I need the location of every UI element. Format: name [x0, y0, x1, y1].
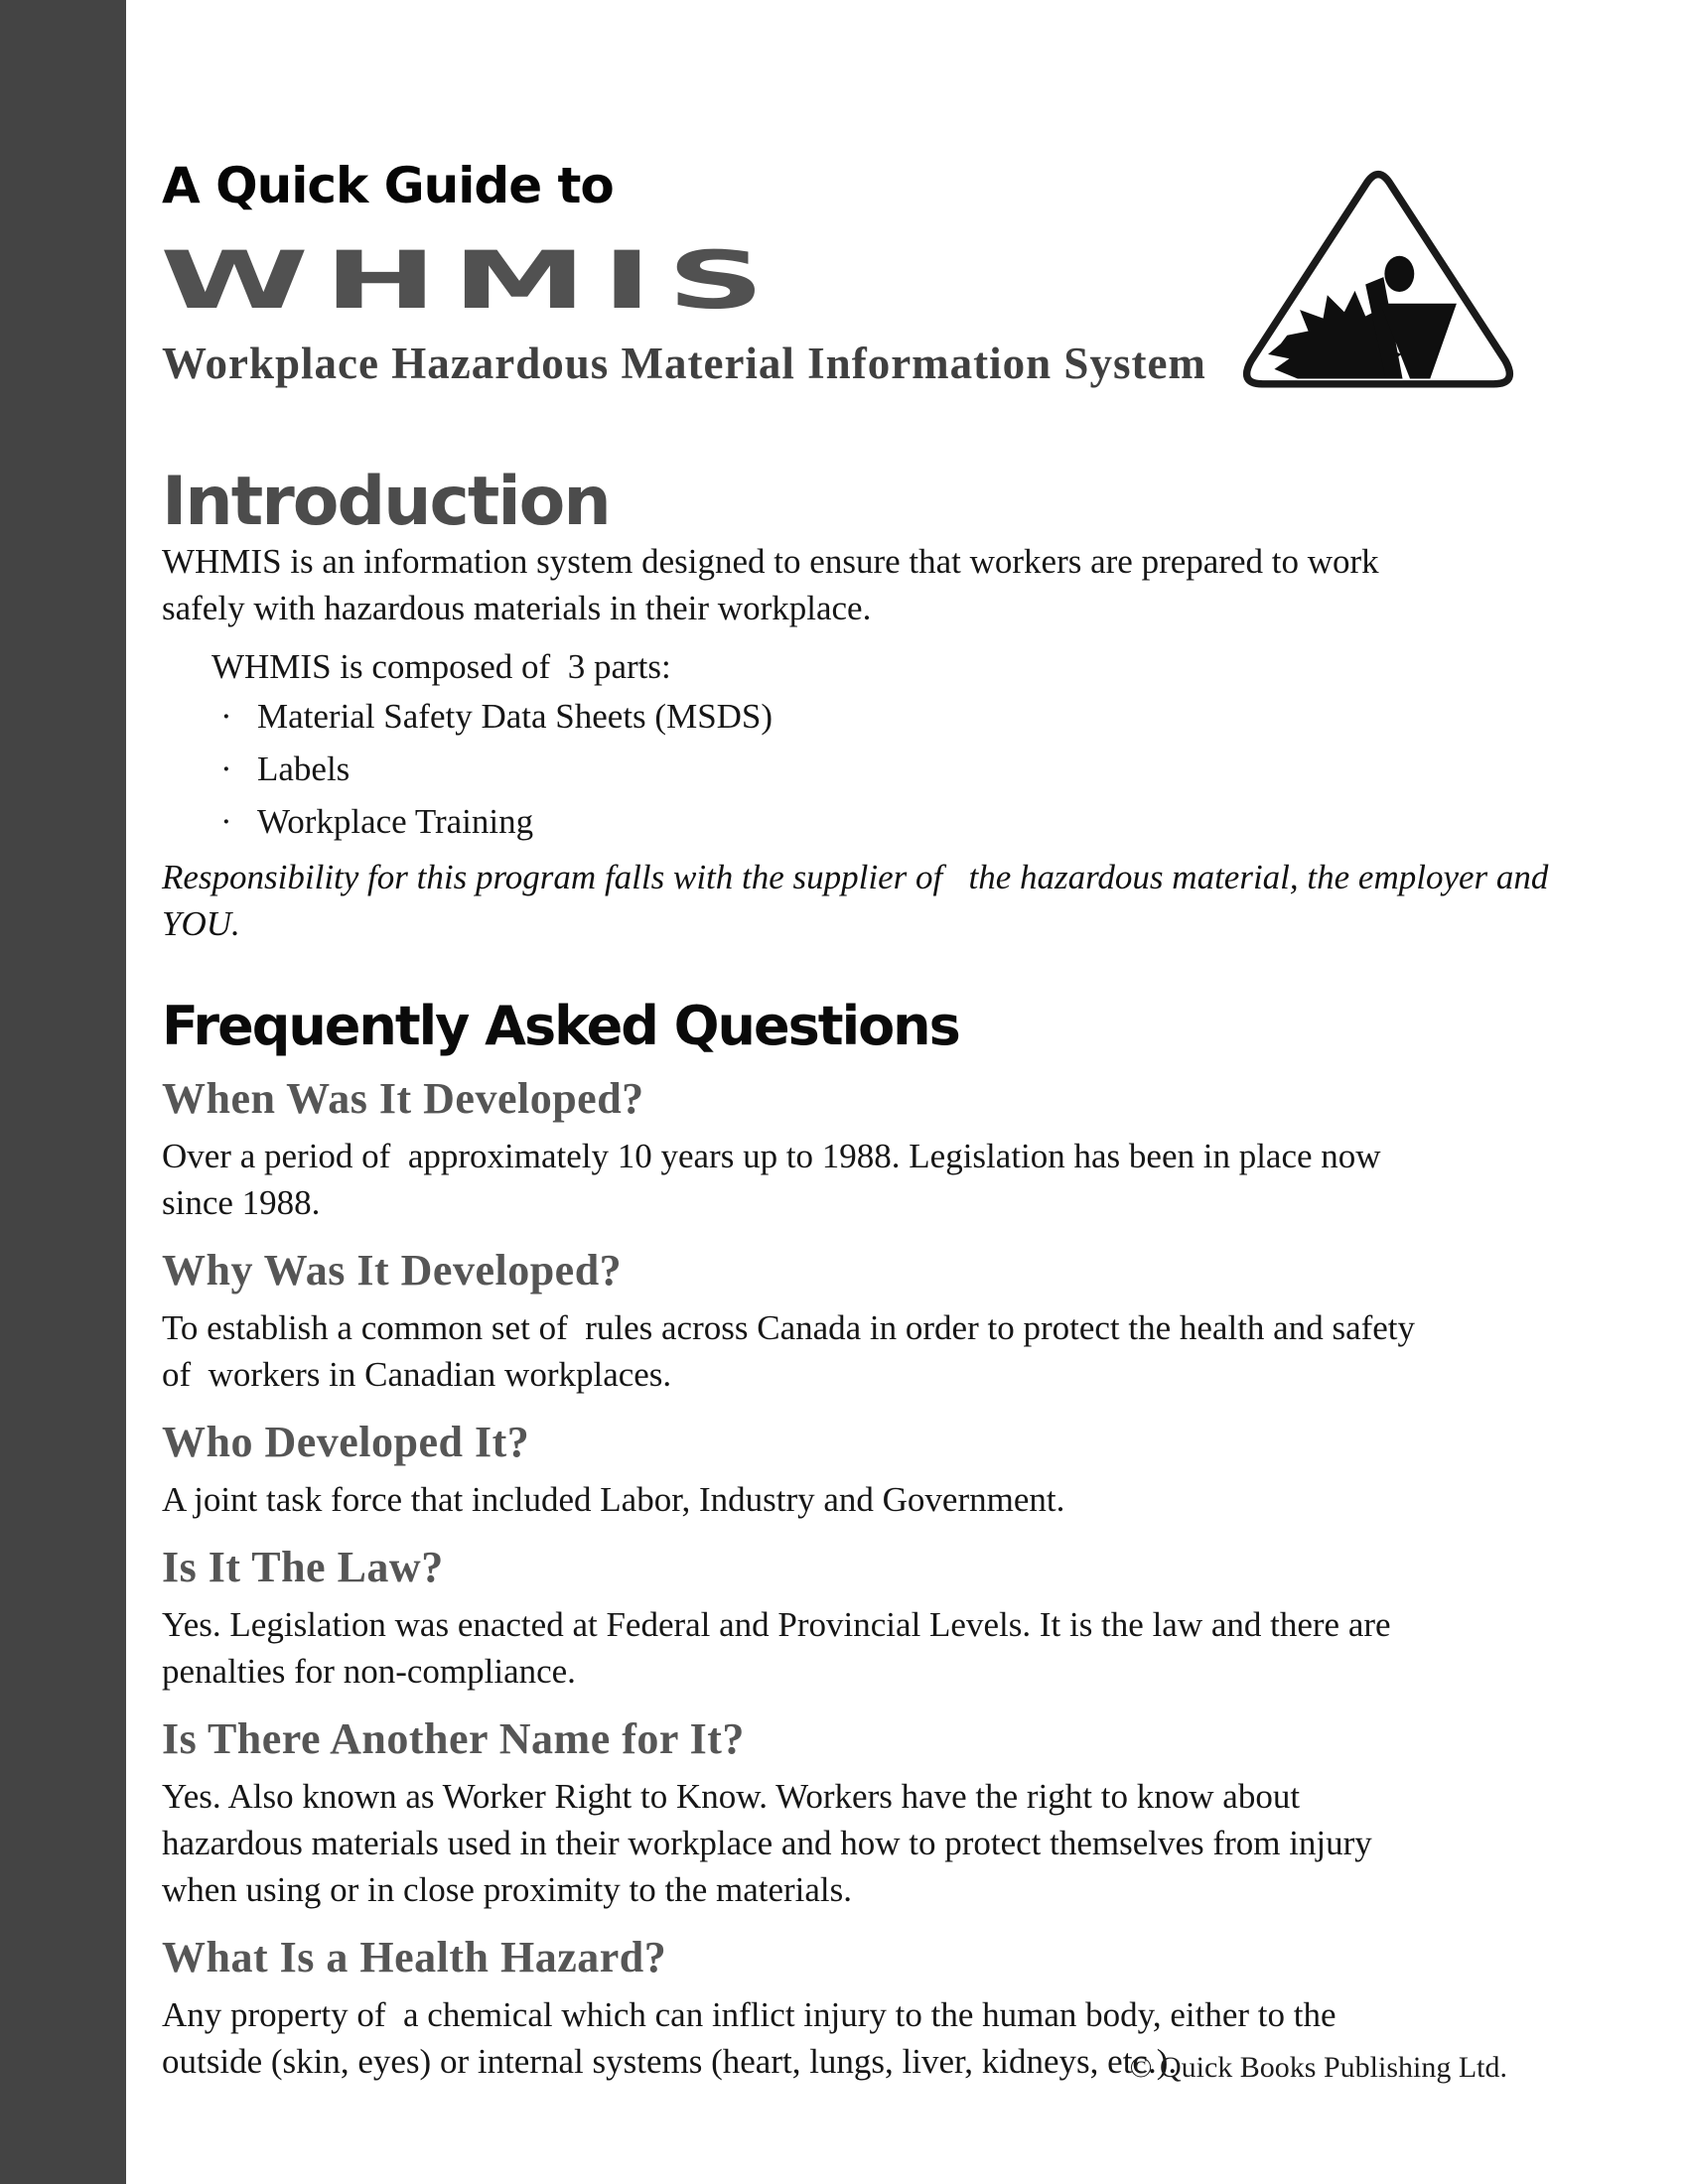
guide-eyebrow-title: A Quick Guide to: [162, 157, 614, 214]
faq-section: [162, 1543, 1552, 1695]
list-item-label: Labels: [257, 750, 351, 788]
bullet-icon: ·: [220, 750, 232, 788]
faq-answer-line: since 1988.: [162, 1183, 321, 1222]
left-margin-bar: [0, 0, 126, 2184]
figure-head-icon: [1384, 256, 1414, 292]
page-subtitle: Workplace Hazardous Material Information System: [162, 339, 1206, 388]
faq-answer-line: penalties for non-compliance.: [162, 1652, 576, 1691]
copyright-notice: © Quick Books Publishing Ltd.: [1129, 2051, 1507, 2084]
faq-section: [162, 1074, 1552, 1226]
list-item: [220, 795, 1552, 848]
faq-question: Who Developed It?: [162, 1418, 530, 1466]
faq-question: When Was It Developed?: [162, 1074, 644, 1123]
faq-answer-line: A joint task force that included Labor, Industry and Government.: [162, 1480, 1065, 1519]
faq-question: Why Was It Developed?: [162, 1246, 623, 1295]
parts-intro-line: WHMIS is composed of 3 parts:: [211, 647, 671, 686]
faq-section: [162, 1246, 1552, 1398]
faq-answer: [162, 1601, 1552, 1695]
introduction-paragraph: [162, 538, 1552, 631]
faq-section: [162, 1418, 1552, 1523]
faq-question: What Is a Health Hazard?: [162, 1933, 667, 1981]
whmis-hazard-symbol-icon: [1219, 147, 1537, 405]
faq-answer-line: Yes. Legislation was enacted at Federal and Provincial Levels. It is the law and there are: [162, 1605, 1391, 1644]
faq-answer-line: Over a period of approximately 10 years up to 1988. Legislation has been in place now: [162, 1137, 1381, 1175]
faq-answer-line: Yes. Also known as Worker Right to Know. Workers have the right to know about: [162, 1777, 1301, 1816]
introduction-paragraph-line: WHMIS is an information system designed to ensure that workers are prepared to work: [162, 542, 1379, 581]
responsibility-note: Responsibility for this program falls with the supplier of the hazardous material, the employer and YOU.: [162, 858, 1558, 943]
faq-answer-line: when using or in close proximity to the materials.: [162, 1870, 853, 1909]
bullet-icon: ·: [220, 802, 232, 841]
page-title: WHMIS: [160, 234, 780, 327]
introduction-paragraph-line: safely with hazardous materials in their workplace.: [162, 589, 872, 627]
faq-answer: [162, 1133, 1552, 1226]
introduction-heading: Introduction: [162, 463, 610, 541]
faq-question: Is It The Law?: [162, 1543, 444, 1591]
faq-answer-line: To establish a common set of rules across Canada in order to protect the health and safety: [162, 1308, 1416, 1347]
bullet-icon: ·: [220, 697, 232, 736]
faq-answer: [162, 1773, 1552, 1913]
faq-question: Is There Another Name for It?: [162, 1714, 745, 1763]
faq-answer-line: Any property of a chemical which can inflict injury to the human body, either to the: [162, 1995, 1336, 2034]
parts-bullet-list: [162, 690, 1552, 848]
faq-section: [162, 1714, 1552, 1913]
list-item: [220, 690, 1552, 743]
list-item-label: Material Safety Data Sheets (MSDS): [257, 697, 774, 736]
faq-answer: [162, 1476, 1552, 1523]
main-content-column: [162, 463, 1558, 2085]
list-item-label: Workplace Training: [257, 802, 534, 841]
list-item: [220, 743, 1552, 795]
faq-answer-line: hazardous materials used in their workplace and how to protect themselves from injury: [162, 1824, 1372, 1862]
faq-heading: Frequently Asked Questions: [162, 995, 959, 1057]
faq-sections: [162, 1074, 1552, 2085]
faq-answer: [162, 1304, 1552, 1398]
faq-answer-line: outside (skin, eyes) or internal systems (heart, lungs, liver, kidneys, etc.).: [162, 2042, 1178, 2081]
faq-answer-line: of workers in Canadian workplaces.: [162, 1355, 672, 1394]
